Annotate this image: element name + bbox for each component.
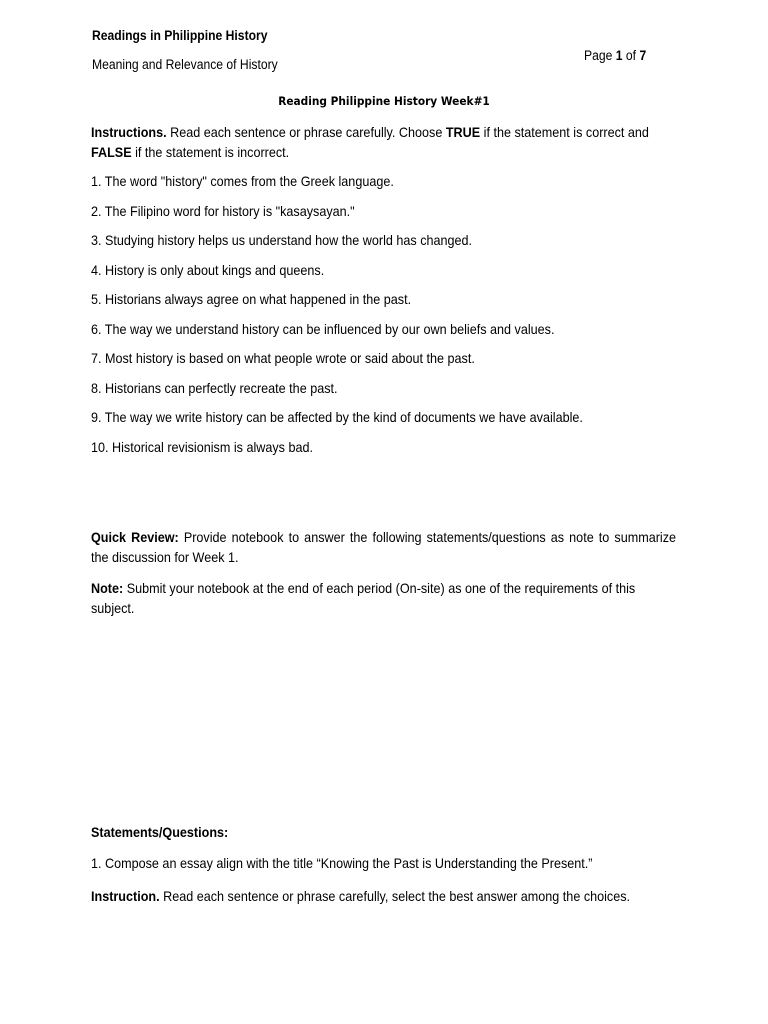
quick-review-text: Provide notebook to answer the following statements/questions as note to summarize the discussion for Week 1. <box>91 529 677 565</box>
note-text: Submit your notebook at the end of each period (On-site) as one of the requirements of this subject. <box>91 580 636 616</box>
page-current: 1 <box>615 48 623 63</box>
page-number <box>584 48 646 63</box>
page-of: of <box>625 48 637 63</box>
statements-heading: Statements/Questions: <box>91 824 229 840</box>
list-item: 4. History is only about kings and queens. <box>91 262 325 278</box>
list-item: 5. Historians always agree on what happened in the past. <box>91 291 412 307</box>
false-keyword: FALSE <box>91 144 132 160</box>
list-item: 1. The word "history" comes from the Greek language. <box>91 173 394 189</box>
lesson-subtitle: Meaning and Relevance of History <box>92 57 278 72</box>
list-item: 2. The Filipino word for history is "kasaysayan." <box>91 203 355 219</box>
list-item: 10. Historical revisionism is always bad. <box>91 439 313 455</box>
note-label: Note: <box>91 580 124 596</box>
instructions-text-2: if the statement is correct and <box>480 124 649 140</box>
instructions-label: Instructions. <box>91 124 167 140</box>
page-total: 7 <box>639 48 647 63</box>
instruction-paragraph <box>91 886 676 906</box>
page-label: Page <box>584 48 613 63</box>
instructions-text-3: if the statement is incorrect. <box>131 144 290 160</box>
instructions-paragraph <box>91 122 676 162</box>
list-item: 3. Studying history helps us understand how the world has changed. <box>91 232 473 248</box>
list-item: 9. The way we write history can be affected by the kind of documents we have available. <box>91 409 583 425</box>
quick-review-paragraph <box>91 527 676 567</box>
document-title: Reading Philippine History Week#1 <box>278 94 490 108</box>
instruction-text: Read each sentence or phrase carefully, select the best answer among the choices. <box>159 888 631 904</box>
essay-item: 1. Compose an essay align with the title “Knowing the Past is Understanding the Present.” <box>91 855 593 871</box>
list-item: 8. Historians can perfectly recreate the past. <box>91 380 338 396</box>
list-item: 7. Most history is based on what people wrote or said about the past. <box>91 350 475 366</box>
quick-review-label: Quick Review: <box>91 529 179 545</box>
course-title: Readings in Philippine History <box>92 28 268 43</box>
instruction-label: Instruction. <box>91 888 160 904</box>
instructions-text-1: Read each sentence or phrase carefully. Choose <box>166 124 446 140</box>
true-keyword: TRUE <box>445 124 481 140</box>
list-item: 6. The way we understand history can be influenced by our own beliefs and values. <box>91 321 555 337</box>
note-paragraph <box>91 578 676 618</box>
